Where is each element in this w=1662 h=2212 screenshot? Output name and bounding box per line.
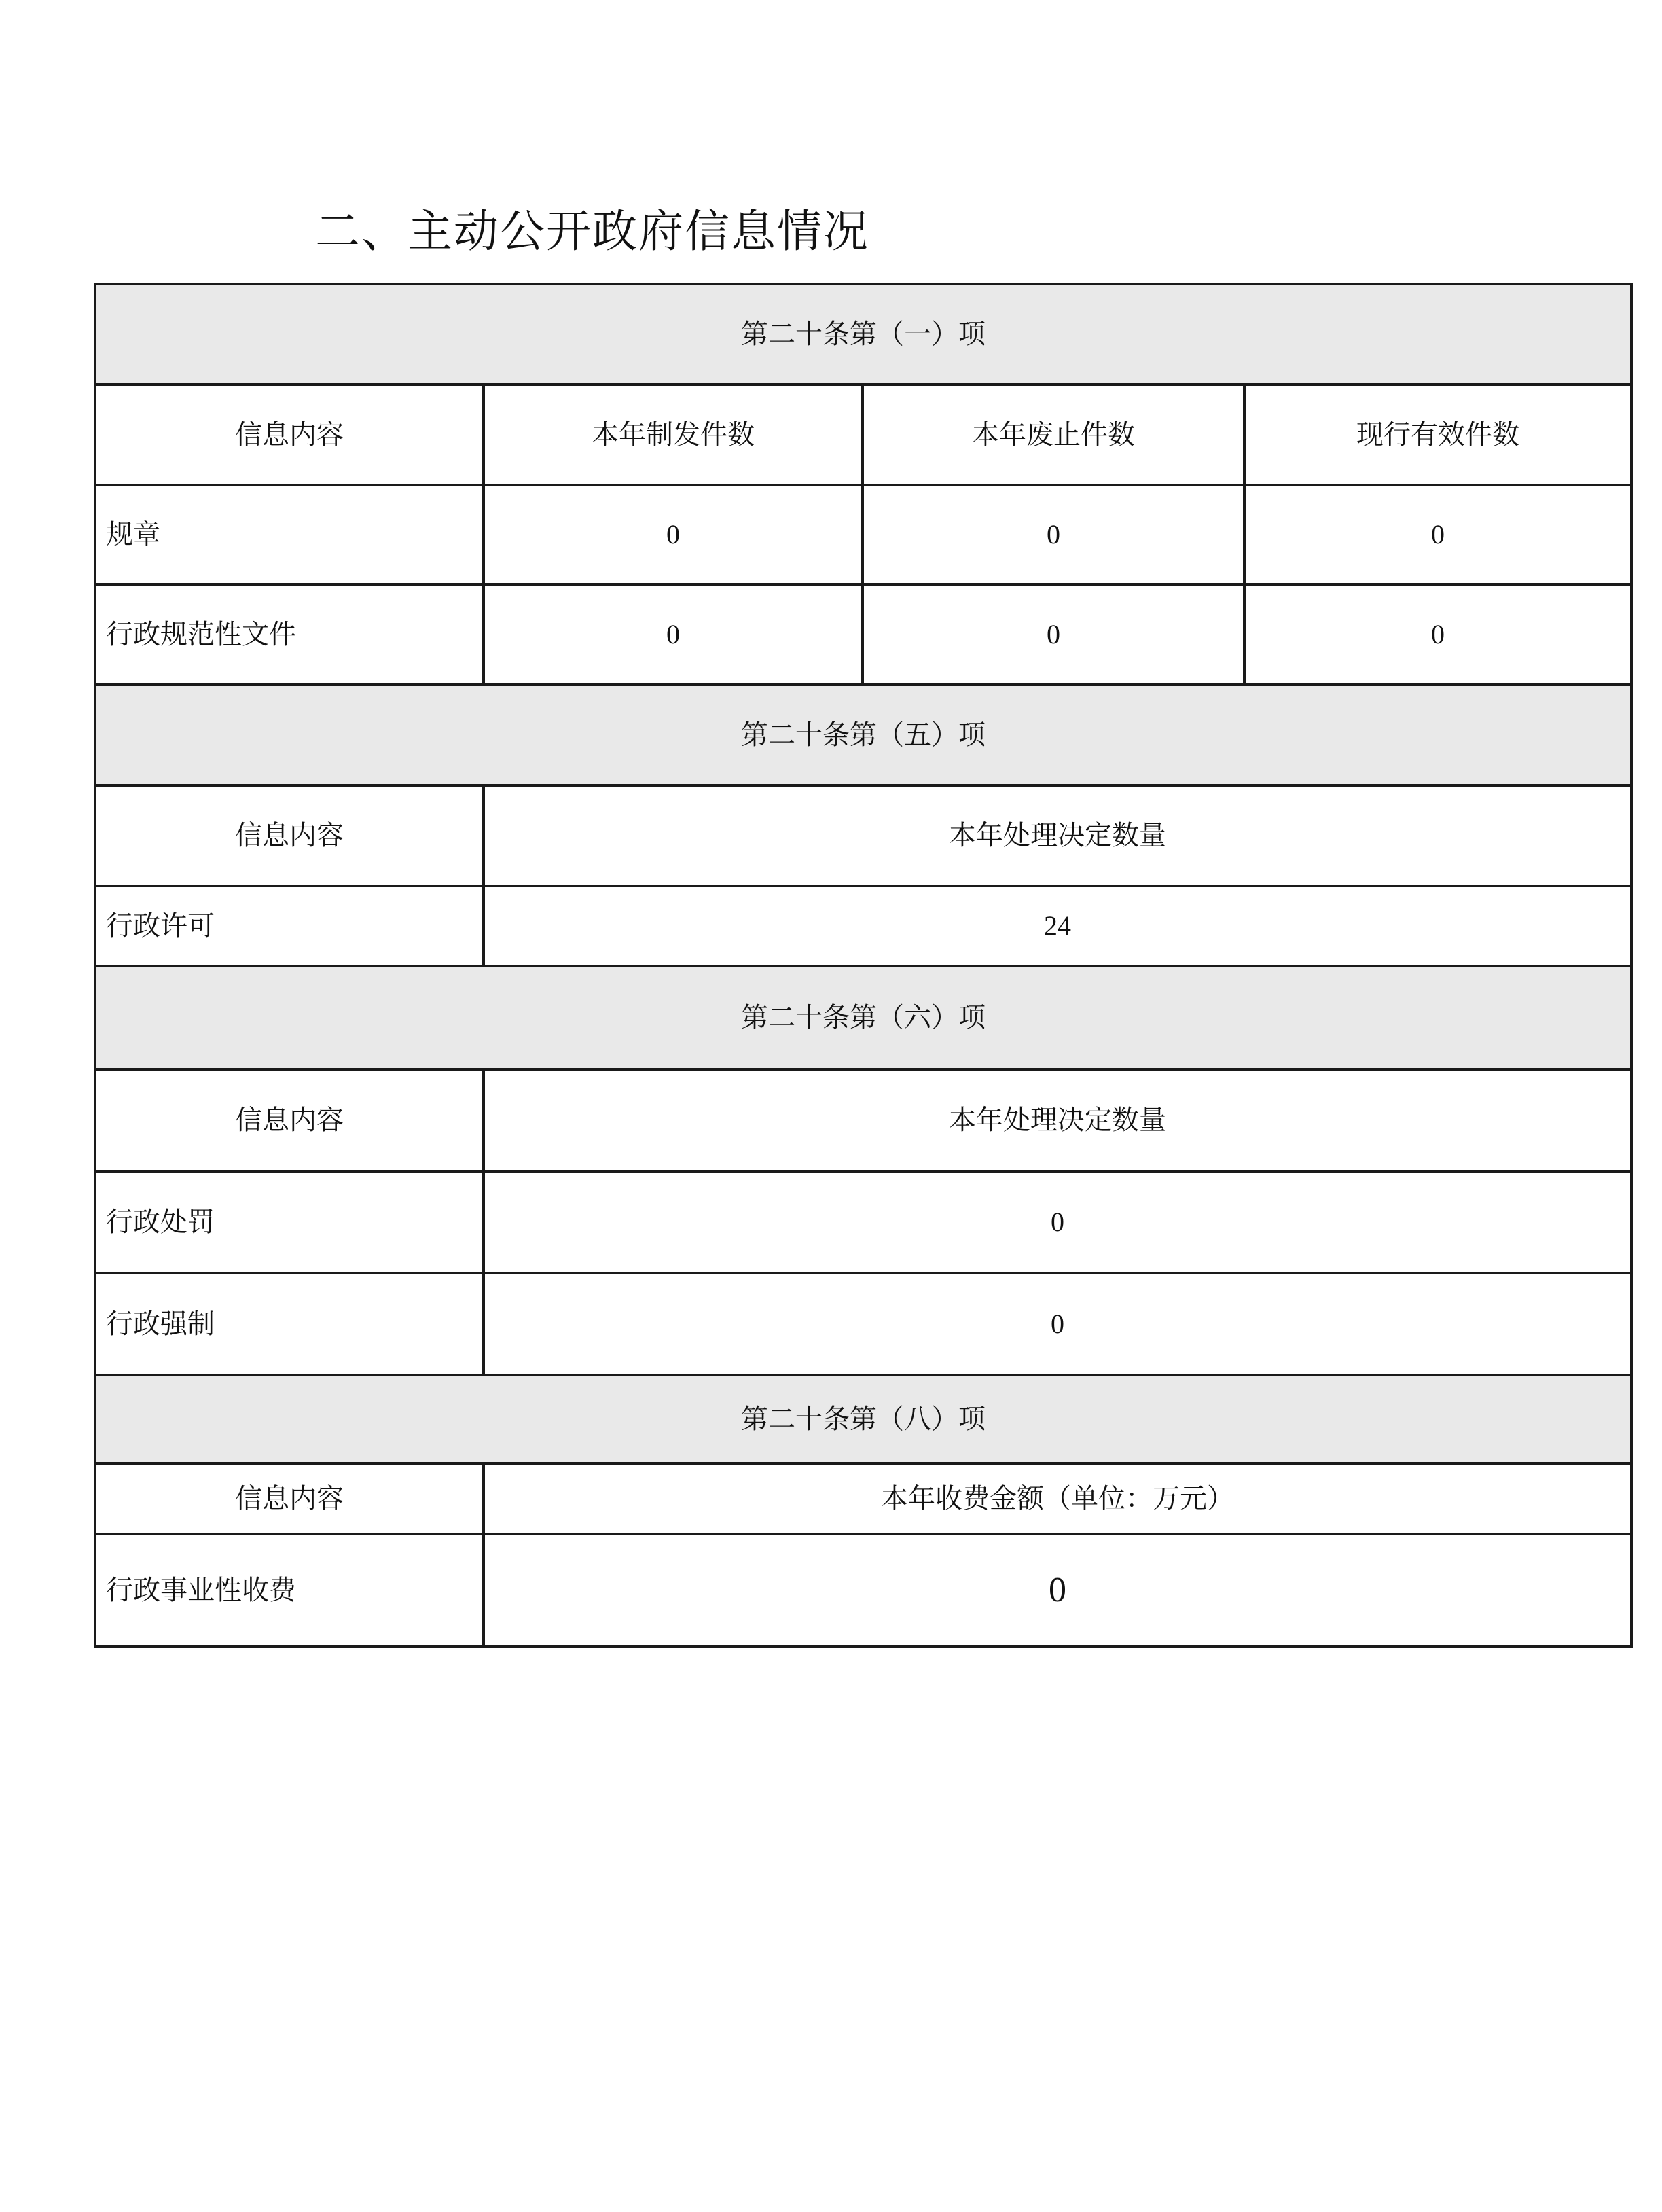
row-label: 行政规范性文件 <box>95 584 484 685</box>
column-header: 本年废止件数 <box>863 385 1244 485</box>
info-disclosure-table <box>94 283 1633 1648</box>
table-row <box>95 1171 1631 1273</box>
row-value: 0 <box>484 485 863 584</box>
row-value: 0 <box>863 584 1244 685</box>
row-label: 规章 <box>95 485 484 584</box>
table-row <box>95 584 1631 685</box>
column-header: 信息内容 <box>95 1463 484 1534</box>
section-heading: 第二十条第（一）项 <box>95 284 1631 385</box>
row-value: 0 <box>863 485 1244 584</box>
row-value: 24 <box>484 886 1631 966</box>
column-header: 信息内容 <box>95 1069 484 1171</box>
section-heading: 第二十条第（六）项 <box>95 966 1631 1069</box>
row-value: 0 <box>1244 584 1631 685</box>
column-header: 信息内容 <box>95 785 484 886</box>
row-value: 0 <box>1244 485 1631 584</box>
table-row <box>95 485 1631 584</box>
row-value: 0 <box>484 1273 1631 1375</box>
row-value: 0 <box>484 584 863 685</box>
row-label: 行政许可 <box>95 886 484 966</box>
section-heading: 第二十条第（八）项 <box>95 1375 1631 1463</box>
page-title: 二、主动公开政府信息情况 <box>315 205 869 257</box>
column-header: 信息内容 <box>95 385 484 485</box>
column-header: 本年处理决定数量 <box>484 1069 1631 1171</box>
column-header: 本年处理决定数量 <box>484 785 1631 886</box>
row-value: 0 <box>484 1171 1631 1273</box>
table-row <box>95 886 1631 966</box>
table-row <box>95 1534 1631 1647</box>
section-heading: 第二十条第（五）项 <box>95 685 1631 785</box>
table-row <box>95 1273 1631 1375</box>
column-header: 本年收费金额（单位：万元） <box>484 1463 1631 1534</box>
row-value: 0 <box>484 1534 1631 1647</box>
column-header: 现行有效件数 <box>1244 385 1631 485</box>
row-label: 行政事业性收费 <box>95 1534 484 1647</box>
row-label: 行政强制 <box>95 1273 484 1375</box>
row-label: 行政处罚 <box>95 1171 484 1273</box>
column-header: 本年制发件数 <box>484 385 863 485</box>
